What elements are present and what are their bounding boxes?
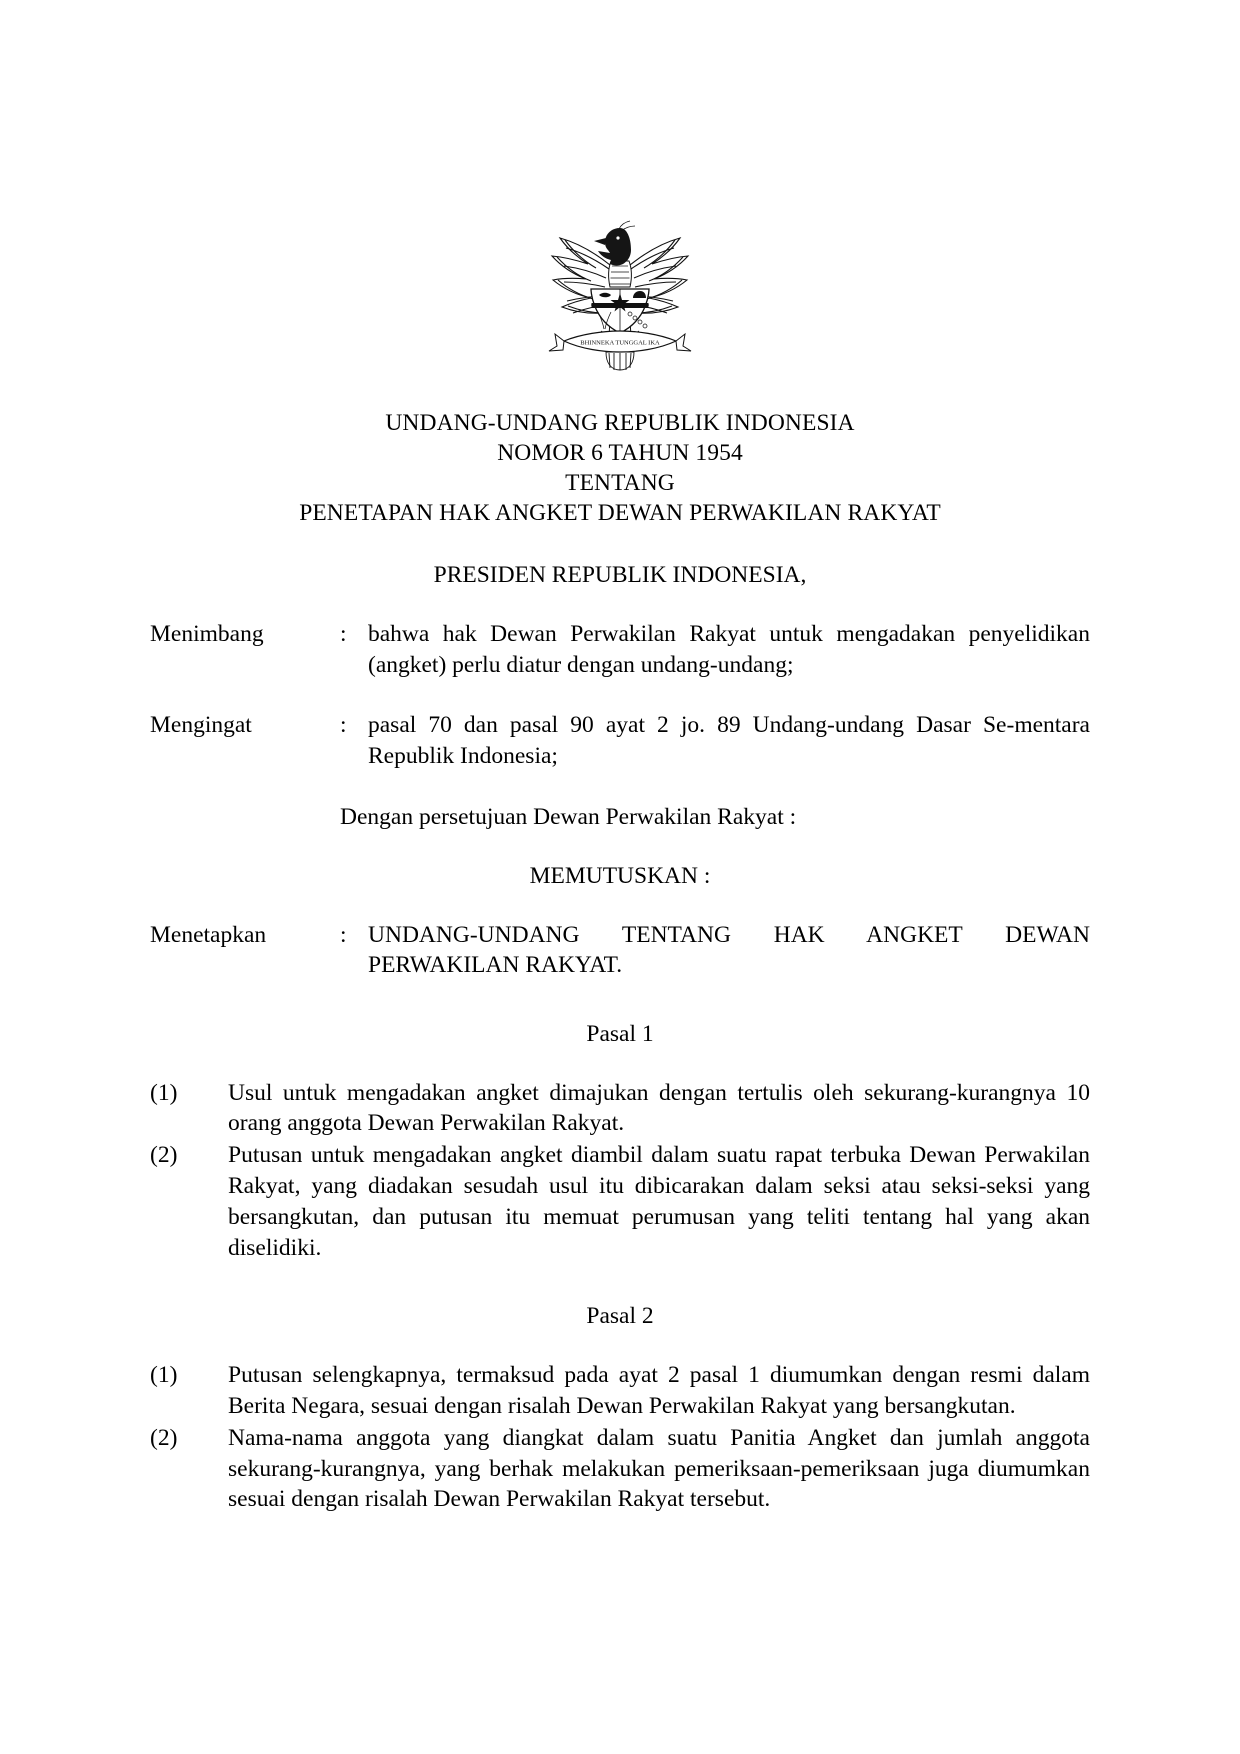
clause-1-2 [150,1140,1090,1263]
garuda-pancasila-emblem [535,205,705,380]
issuing-authority: PRESIDEN REPUBLIK INDONESIA, [433,562,807,589]
considerans-colon-mengingat: : [340,712,347,739]
document-title-block [150,408,1090,528]
considerans-label-menimbang: Menimbang [150,621,264,648]
article-heading-1: Pasal 1 [586,1020,654,1047]
clause-number: (2) [150,1142,178,1169]
emblem-motto-text: BHINNEKA TUNGGAL IKA [580,339,660,347]
considerans-colon-menimbang: : [340,621,347,648]
clause-number: (1) [150,1079,178,1106]
clause-text: Putusan untuk mengadakan angket diambil dalam suatu rapat terbuka Dewan Perwakilan Rakyat, yang diadakan sesudah usul itu dibicarakan dalam seksi atau seksi-seksi yang bersangkutan, dan putusan itu memuat perumusan yang teliti tentang hal yang akan diselidiki. [228,1142,1090,1261]
clause-1-1 [150,1078,1090,1140]
enactment-colon: : [340,921,347,948]
enactment-text: UNDANG-UNDANG TENTANG HAK ANGKET DEWAN PERWAKILAN RAKYAT. [368,921,1090,979]
title-line-4: PENETAPAN HAK ANGKET DEWAN PERWAKILAN RAKYAT [299,500,941,527]
title-line-3: TENTANG [565,470,675,497]
considerans-mengingat [150,710,1090,771]
clause-2-2 [150,1423,1090,1515]
enactment-label: Menetapkan [150,921,267,948]
enactment-row [150,920,1090,981]
clause-text: Nama-nama anggota yang diangkat dalam suatu Panitia Angket dan jumlah anggota sekurang-kurangnya, yang berhak melakukan pemeriksaan-pemeriksaan juga diumumkan sesuai dengan risalah Dewan Perwakilan Rakyat tersebut. [228,1424,1090,1513]
title-line-2: NOMOR 6 TAHUN 1954 [497,440,743,467]
title-line-1: UNDANG-UNDANG REPUBLIK INDONESIA [385,410,855,436]
considerans-menimbang [150,619,1090,680]
article-heading-2: Pasal 2 [586,1303,654,1330]
emblem-container [150,0,1090,380]
considerans-label-mengingat: Mengingat [150,712,252,739]
clause-text: Putusan selengkapnya, termaksud pada ayat 2 pasal 1 diumumkan dengan resmi dalam Berita Negara, sesuai dengan risalah Dewan Perwakilan Rakyat yang bersangkutan. [228,1362,1090,1420]
considerans-text-menimbang: bahwa hak Dewan Perwakilan Rakyat untuk mengadakan penyelidikan (angket) perlu diatur dengan undang-undang; [368,621,1090,678]
clause-number: (1) [150,1362,178,1389]
decision-keyword: MEMUTUSKAN : [529,862,711,889]
dpr-approval-line: Dengan persetujuan Dewan Perwakilan Rakyat : [340,803,797,830]
clause-number: (2) [150,1424,178,1451]
clause-text: Usul untuk mengadakan angket dimajukan dengan tertulis oleh sekurang-kurangnya 10 orang anggota Dewan Perwakilan Rakyat. [228,1079,1090,1137]
considerans-text-mengingat: pasal 70 dan pasal 90 ayat 2 jo. 89 Undang-undang Dasar Se-mentara Republik Indonesia; [368,712,1090,769]
clause-2-1 [150,1360,1090,1422]
